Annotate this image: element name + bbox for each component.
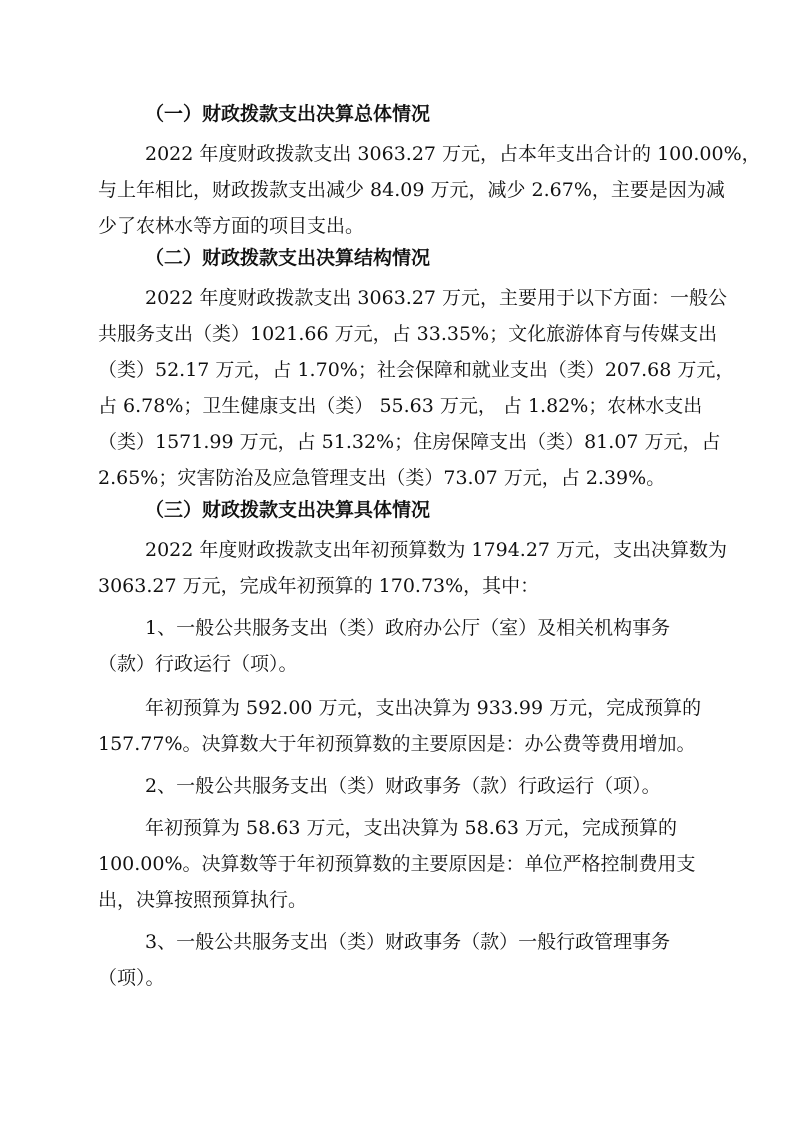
paragraph-line: 共服务支出（类）1021.66 万元，占 33.35%；文化旅游体育与传媒支出 [98, 323, 718, 345]
paragraph-line: 3063.27 万元，完成年初预算的 170.73%，其中： [98, 575, 540, 597]
paragraph-line: （款）行政运行（项）。 [98, 653, 298, 675]
paragraph-line: 占 6.78%；卫生健康支出（类） 55.63 万元， 占 1.82%；农林水支出 [98, 395, 703, 417]
paragraph-line: （类）52.17 万元，占 1.70%；社会保障和就业支出（类）207.68 万元， [98, 359, 735, 381]
paragraph-line: 与上年相比，财政拨款支出减少 84.09 万元，减少 2.67%，主要是因为减 [98, 179, 725, 201]
paragraph-line: 2022 年度财政拨款支出 3063.27 万元，占本年支出合计的 100.00%， [145, 143, 761, 165]
paragraph-line: 年初预算为 58.63 万元，支出决算为 58.63 万元，完成预算的 [145, 817, 677, 839]
paragraph-line: 2.65%；灾害防治及应急管理支出（类）73.07 万元，占 2.39%。 [98, 467, 666, 489]
paragraph-line: 100.00%。决算数等于年初预算数的主要原因是：单位严格控制费用支 [98, 853, 696, 875]
paragraph-line: （项）。 [98, 967, 165, 989]
list-item-1-title: 1、一般公共服务支出（类）政府办公厅（室）及相关机构事务 [145, 617, 671, 639]
list-item-2-title: 2、一般公共服务支出（类）财政事务（款）行政运行（项）。 [145, 775, 661, 797]
section-heading-1: （一）财政拨款支出决算总体情况 [145, 103, 431, 125]
paragraph-line: 157.77%。决算数大于年初预算数的主要原因是：办公费等费用增加。 [98, 733, 696, 755]
section-heading-2: （二）财政拨款支出决算结构情况 [145, 247, 431, 269]
paragraph-line: 出，决算按照预算执行。 [98, 889, 308, 911]
paragraph-line: 少了农林水等方面的项目支出。 [98, 215, 365, 237]
paragraph-line: 2022 年度财政拨款支出年初预算数为 1794.27 万元，支出决算数为 [145, 539, 728, 561]
paragraph-line: （类）1571.99 万元，占 51.32%；住房保障支出（类）81.07 万元，占 [98, 431, 721, 453]
paragraph-line: 年初预算为 592.00 万元，支出决算为 933.99 万元，完成预算的 [145, 697, 702, 719]
paragraph-line: 2022 年度财政拨款支出 3063.27 万元，主要用于以下方面：一般公 [145, 287, 728, 309]
section-heading-3: （三）财政拨款支出决算具体情况 [145, 499, 431, 521]
list-item-3-title: 3、一般公共服务支出（类）财政事务（款）一般行政管理事务 [145, 931, 671, 953]
